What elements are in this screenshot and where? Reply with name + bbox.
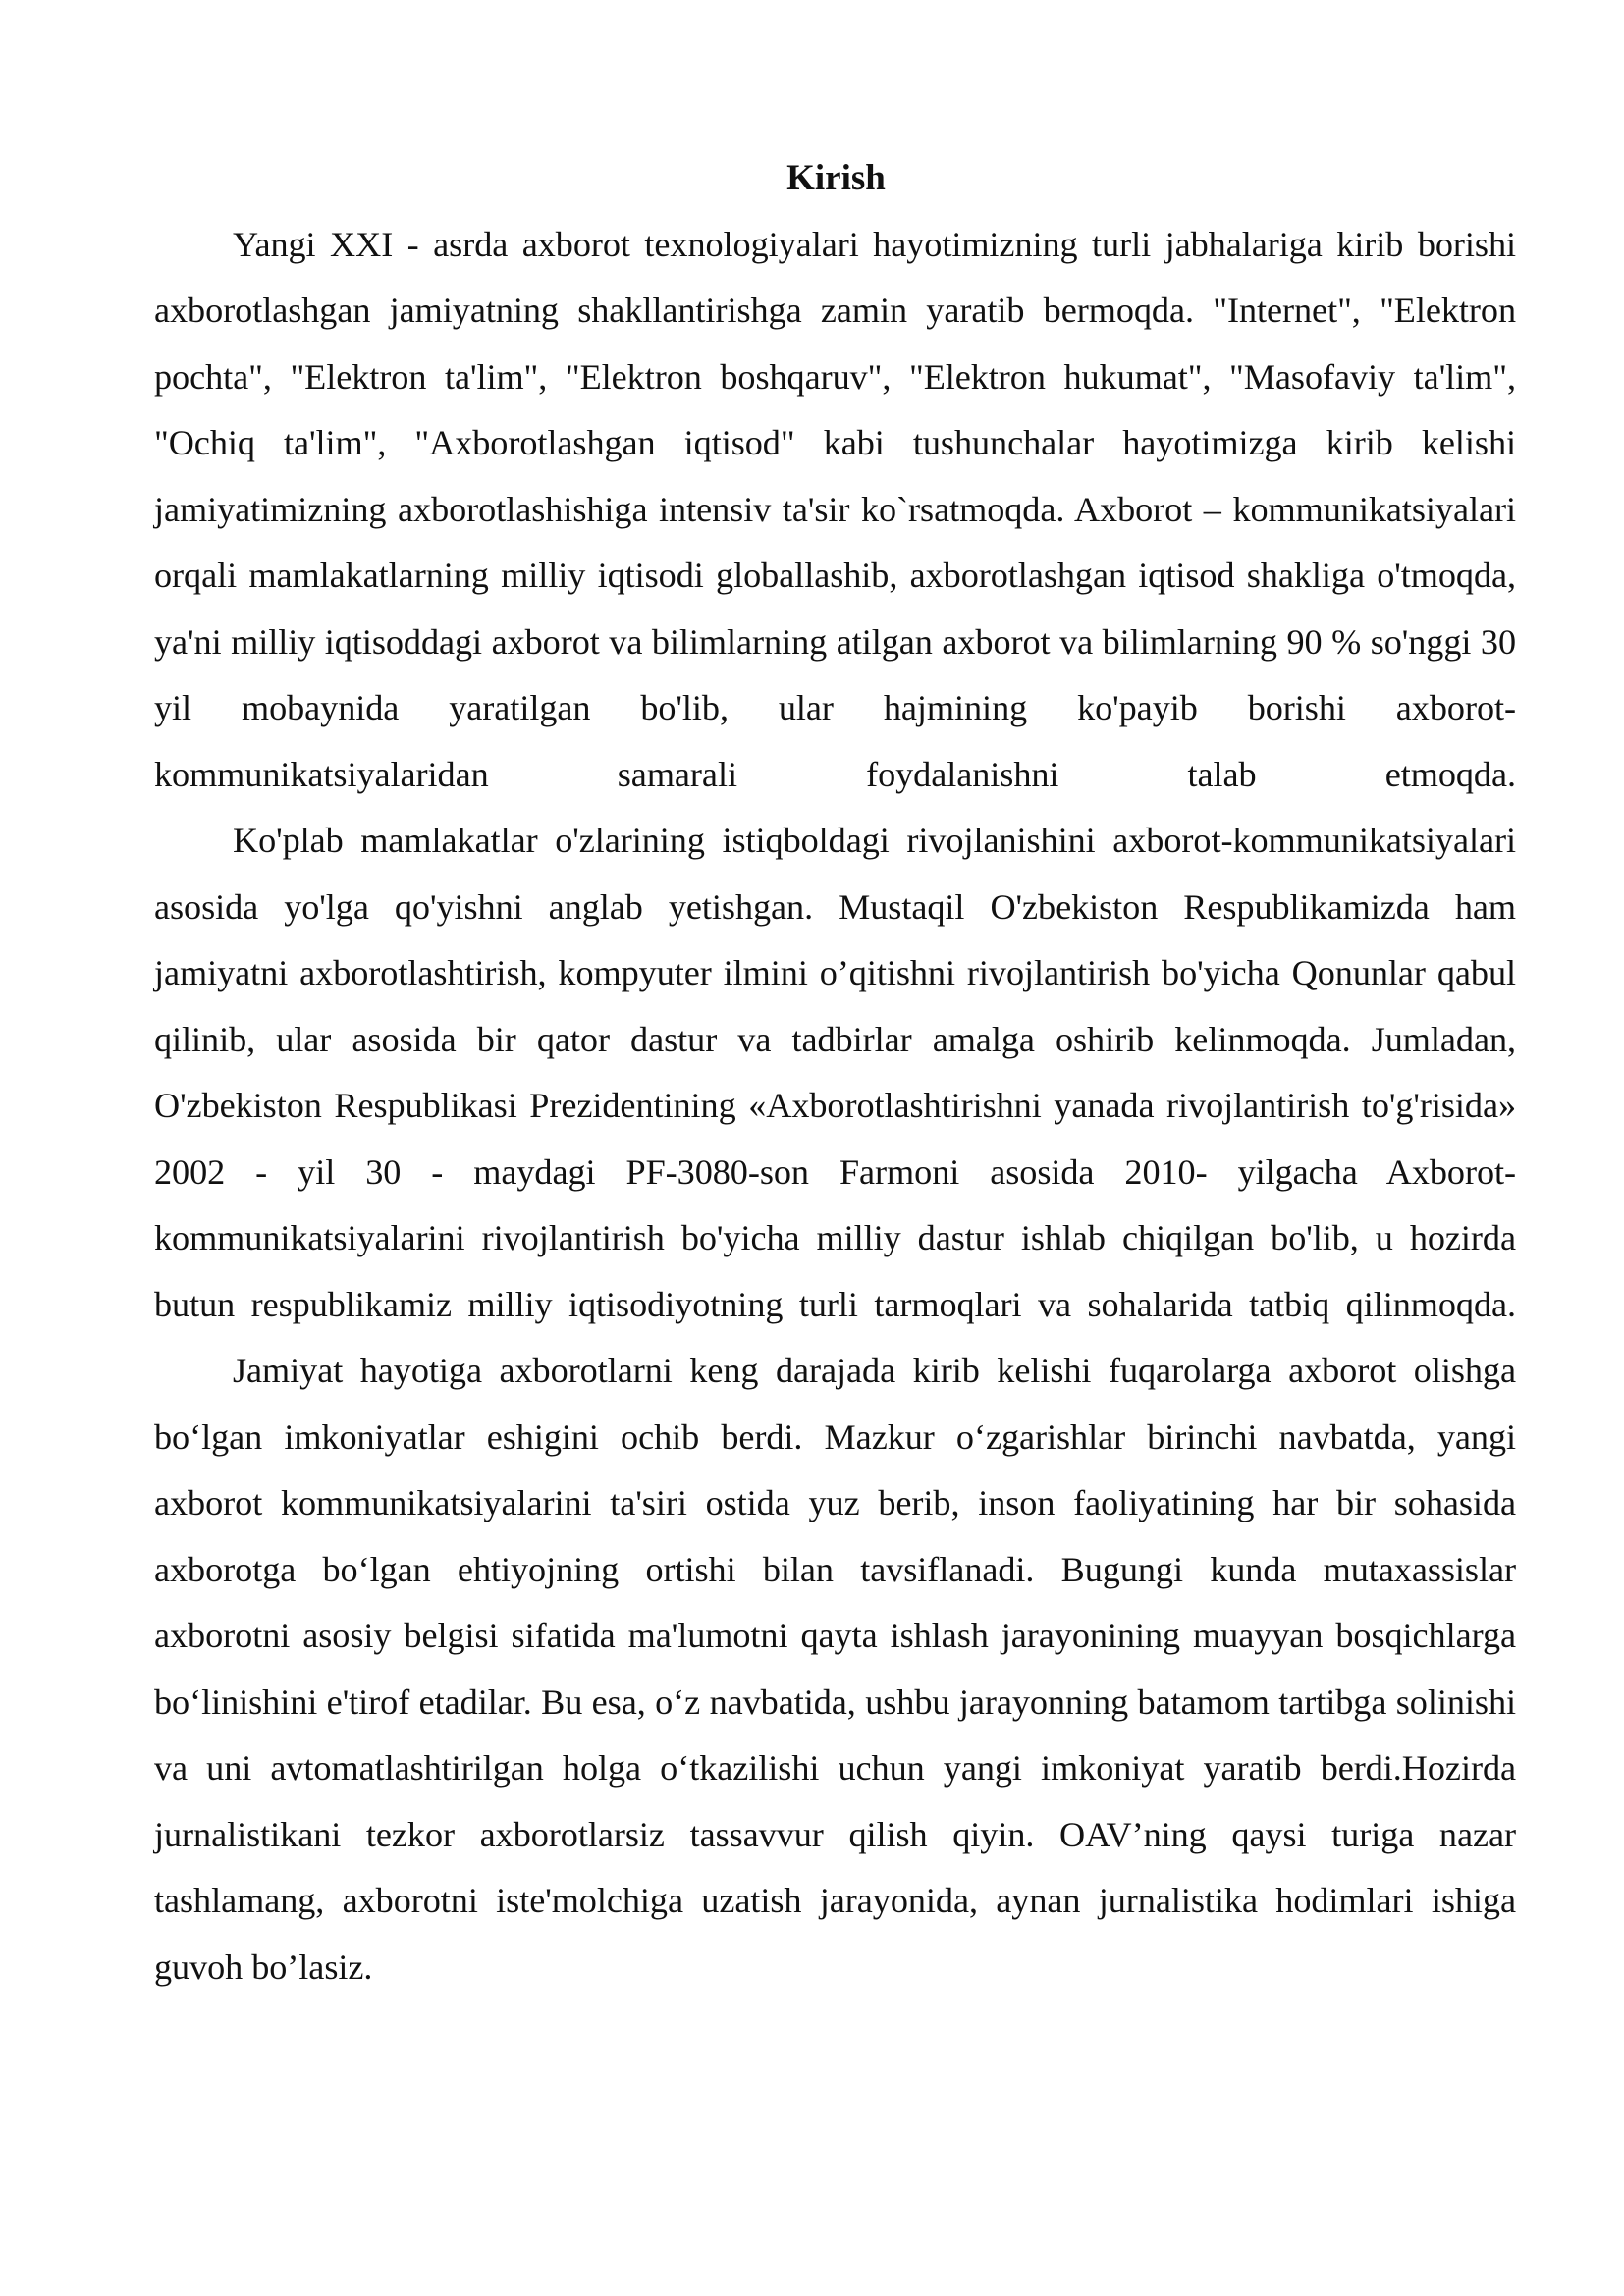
document-body [154,145,1516,2001]
page-title: Kirish [786,158,886,198]
paragraph-3: Jamiyat hayotiga axborotlarni keng darajada kirib kelishi fuqarolarga axborot olishga bo‘lgan imkoniyatlar eshigini ochib berdi. Mazkur o‘zgarishlar birinchi navbatda, yangi axborot kommunikatsiyalarini ta'siri ostida yuz berib, inson faoliyatining har bir sohasida axborotga bo‘lgan ehtiyojning ortishi bilan tavsiflanadi. Bugungi kunda mutaxassislar axborotni asosiy belgisi sifatida ma'lumotni qayta ishlash jarayonining muayyan bosqichlarga bo‘linishini e'tirof etadilar. Bu esa, o‘z navbatida, ushbu jarayonning batamom tartibga solinishi va uni avtomatlashtirilgan holga o‘tkazilishi uchun yangi imkoniyat yaratib berdi.Hozirda jurnalistikani tezkor axborotlarsiz tassavvur qilish qiyin. OAV’ning qaysi turiga nazar tashlamang, axborotni iste'molchiga uzatish jarayonida, aynan jurnalistika hodimlari ishiga guvoh bo’lasiz. [154,1351,1516,1987]
paragraph-2: Ko'plab mamlakatlar o'zlarining istiqboldagi rivojlanishini axborot-kommunikatsiyalari asosida yo'lga qo'yishni anglab yetishgan. Mustaqil O'zbekiston Respublikamizda ham jamiyatni axborotlashtirish, kompyuter ilmini o’qitishni rivojlantirish bo'yicha Qonunlar qabul qilinib, ular asosida bir qator dastur va tadbirlar amalga oshirib kelinmoqda. Jumladan, O'zbekiston Respublikasi Prezidentining «Axborotlashtirishni yanada rivojlantirish to'g'risida» 2002 - yil 30 - maydagi PF-3080-son Farmoni asosida 2010- yilgacha Axborot-kommunikatsiyalarini rivojlantirish bo'yicha milliy dastur ishlab chiqilgan bo'lib, u hozirda butun respublikamiz milliy iqtisodiyotning turli tarmoqlari va sohalarida tatbiq qilinmoqda. [154,821,1516,1324]
paragraph-1: Yangi XXI - asrda axborot texnologiyalari hayotimizning turli jabhalariga kirib borishi axborotlashgan jamiyatning shakllantirishga zamin yaratib bermoqda. "Internet", "Elektron pochta", "Elektron ta'lim", "Elektron boshqaruv", "Elektron hukumat", "Masofaviy ta'lim", "Ochiq ta'lim", "Axborotlashgan iqtisod" kabi tushunchalar hayotimizga kirib kelishi jamiyatimizning axborotlashishiga intensiv ta'sir ko`rsatmoqda. Axborot – kommunikatsiyalari orqali mamlakatlarning milliy iqtisodi globallashib, axborotlashgan iqtisod shakliga o'tmoqda, ya'ni milliy iqtisoddagi axborot va bilimlarning atilgan axborot va bilimlarning 90 % so'nggi 30 yil mobaynida yaratilgan bo'lib, ular hajmining ko'payib borishi axborot-kommunikatsiyalaridan samarali foydalanishni talab etmoqda. [154,224,1516,794]
